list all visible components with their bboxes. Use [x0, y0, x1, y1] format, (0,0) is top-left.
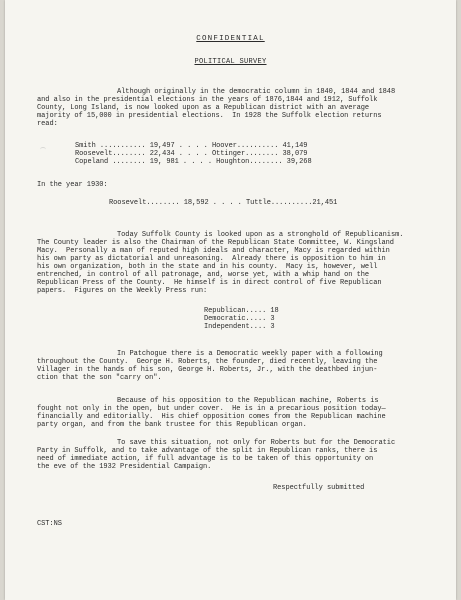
paragraph-line: Macy. Personally a man of reputed high ideals and character, Macy is regarded within — [37, 247, 390, 255]
intro-line: County, Long Island, is now looked upon as a Republican district with an average — [37, 104, 370, 112]
results-1930-row: Roosevelt........ 18,592 . . . . Tuttle..........21,451 — [109, 199, 338, 207]
opposition-paragraph — [37, 397, 422, 429]
paragraph-line: To save this situation, not only for Roberts but for the Democratic — [117, 439, 396, 447]
intro-line: Although originally in the democratic column in 1840, 1844 and 1848 — [117, 88, 396, 96]
paragraph-line: Party in Suffolk, and to take advantage of the split in Republican ranks, there is — [37, 447, 378, 455]
paragraph-line: The County leader is also the Chairman of the Republican State Committee, W. Kingsland — [37, 239, 394, 247]
paragraph-line: his own party as dictatorial and unreasoning. Already there is opposition to him in — [37, 255, 386, 263]
intro-line: read: — [37, 120, 58, 128]
save-paragraph — [37, 439, 422, 471]
intro-paragraph — [37, 88, 422, 128]
patchogue-paragraph — [37, 350, 422, 382]
paragraph-line: entrenched, in control of all patronage, and, worse yet, with a whip hand on the — [37, 271, 370, 279]
letter-page — [5, 0, 456, 600]
pencil-mark — [40, 147, 46, 152]
paragraph-line: need of immediate action, if full advantage is to be taken of this opportunity on — [37, 455, 374, 463]
result-row: Roosevelt........ 22,434 . . . . Ottinger........ 38,079 — [75, 150, 308, 158]
paragraph-line: throughout the County. George H. Roberts, the founder, died recently, leaving the — [37, 358, 378, 366]
paragraph-line: fought not only in the open, but under cover. He is in a precarious position today— — [37, 405, 386, 413]
year-1930-label: In the year 1930: — [37, 181, 108, 189]
result-row: Copeland ........ 19, 981 . . . . Houghton........ 39,268 — [75, 158, 312, 166]
press-figures — [204, 307, 461, 331]
paragraph-line: the eve of the 1932 Presidential Campaign. — [37, 463, 212, 471]
paragraph-line: Villager in the hands of his son, George H. Roberts, Jr., with the deathbed injun- — [37, 366, 378, 374]
initials: CST:NS — [37, 520, 62, 528]
paragraph-line: papers. Figures on the Weekly Press run: — [37, 287, 208, 295]
paragraph-line: ction that the son "carry on". — [37, 374, 162, 382]
press-row: Democratic..... 3 — [204, 315, 275, 323]
result-row: Smith ........... 19,497 . . . . Hoover.......... 41,149 — [75, 142, 308, 150]
results-1928-table — [75, 142, 460, 166]
intro-line: and also in the presidential elections in the years of 1876,1844 and 1912, Suffolk — [37, 96, 378, 104]
document-title: POLITICAL SURVEY — [194, 58, 267, 66]
paragraph-line: Today Suffolk County is looked upon as a stronghold of Republicanism. — [117, 231, 404, 239]
republicanism-paragraph — [37, 231, 422, 295]
press-row: Republican..... 18 — [204, 307, 279, 315]
intro-line: majority of 15,000 in presidential elections. In 1928 the Suffolk election returns — [37, 112, 382, 120]
paragraph-line: Because of his opposition to the Republican machine, Roberts is — [117, 397, 379, 405]
paragraph-line: his own organization, both in the state and in his county. Macy is, however, well — [37, 263, 378, 271]
closing-line: Respectfully submitted — [273, 484, 365, 492]
paragraph-line: financially and editorially. His chief opposition comes from the Republican machine — [37, 413, 386, 421]
paragraph-line: In Patchogue there is a Democratic weekly paper with a following — [117, 350, 383, 358]
paragraph-line: party organ, and from the bank trustee for this Republican organ. — [37, 421, 307, 429]
paragraph-line: Republican Press of the County. He himself is in direct control of five Republican — [37, 279, 382, 287]
press-row: Independent.... 3 — [204, 323, 275, 331]
confidential-heading: CONFIDENTIAL — [196, 35, 265, 43]
